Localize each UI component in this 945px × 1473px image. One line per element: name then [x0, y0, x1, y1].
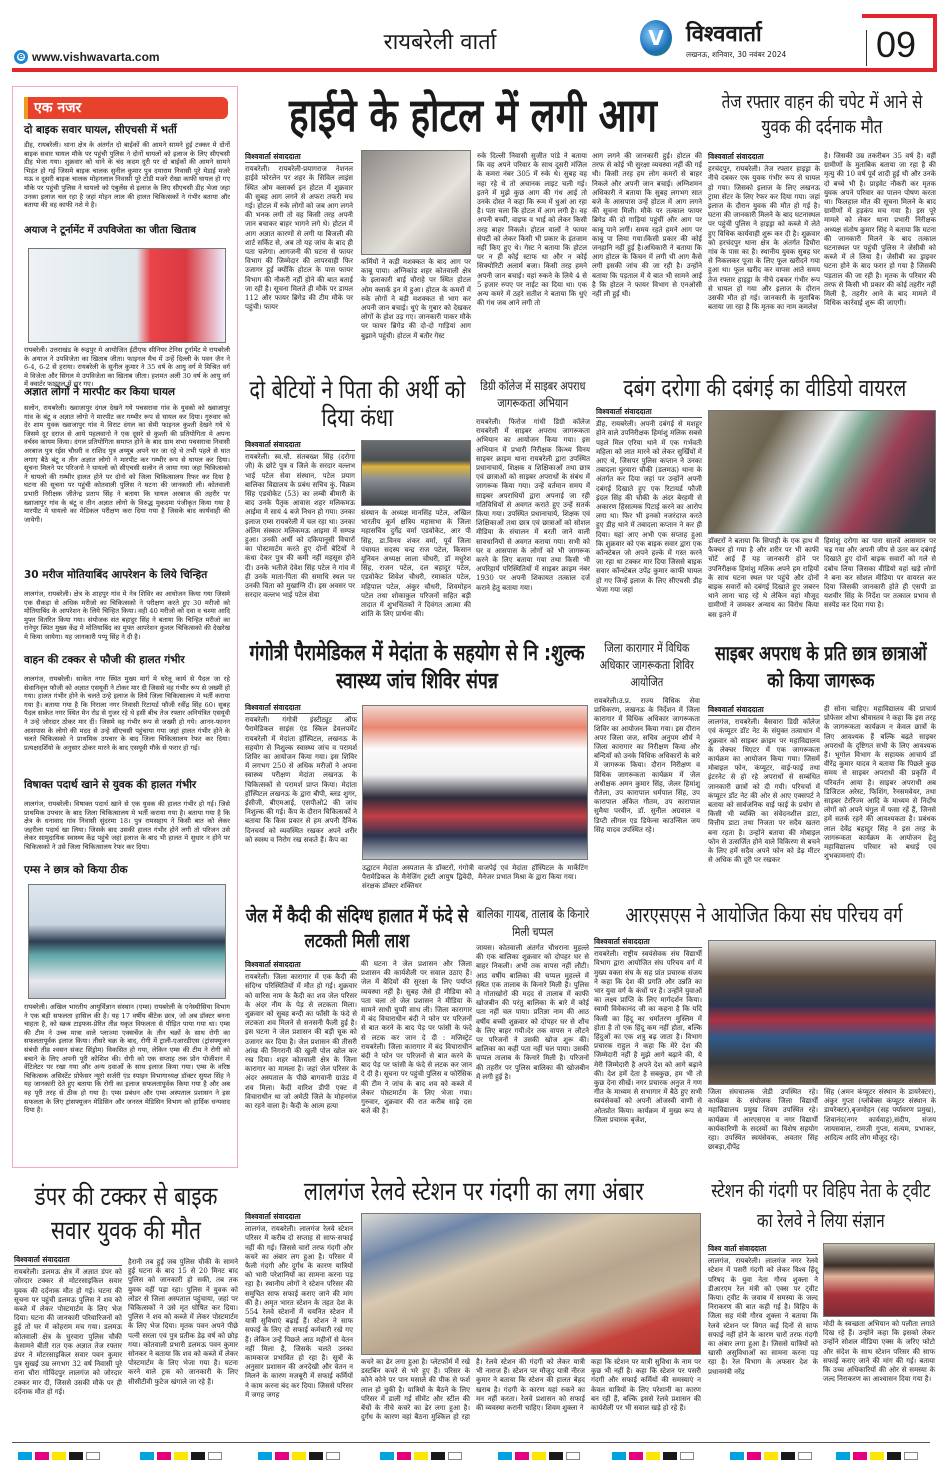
black-swatch [549, 1452, 563, 1460]
headline: जेल में कैदी की संदिग्ध हालात में फंदे से लटकती मिली लाश [245, 905, 469, 952]
byline: विश्ववार्ता संवाददाता [245, 1212, 353, 1223]
article-column: हिमांशु दरोगा का पारा सातवें आसमान पर चढ़ गया और अपनी जीप से उतर कर दबंगई दिखाते हुए दोनों बाइक सवारों को गले से दबोच लिया जिसका वीडियो वहां खड़े लोगों ने बना कर सोशल मीडिया पर वायरल कर दिया जिसकी जानकारी होते ही एसपी डा यशवीर सिंह के निर्देश पर तत्काल प्रभाव से सस्पेंड कर दिया गया है। [824, 537, 936, 610]
black-swatch [781, 1452, 795, 1460]
rss-group-photo [708, 940, 936, 1085]
color-registration-bar [612, 1452, 694, 1460]
article-column: उद्घाटन मेदांता अस्पताल के डॉक्टरों, गंगोत्री पैरामेडिकल के मैनेजिंग ट्रस्टी आयुष द्विवेदी, संरक्षक डॉक्टर शक्तिधर [362, 864, 474, 891]
registration-mark-icon [680, 1452, 694, 1460]
brief-headline: अज्ञात लोगों ने मारपीट कर किया घायल [24, 386, 176, 398]
color-registration-bar [258, 1452, 340, 1460]
cyan-swatch [258, 1452, 272, 1460]
headline: दबंग दरोगा की दबंगई का वीडियो वायरल [623, 374, 907, 402]
headline: आरएसएस ने आयोजित किया संघ परिचय वर्ग [625, 903, 903, 927]
cyan-swatch [380, 1452, 394, 1460]
yellow-swatch [292, 1452, 306, 1460]
byline: विश्ववार्ता संवाददाता [708, 152, 820, 163]
yellow-swatch [646, 1452, 660, 1460]
headline: गंगोत्री पैरामेडिकल में मेदांता के सहयोग से नि :शुल्क स्वास्थ्य जांच शिविर संपन्न [249, 641, 585, 694]
article-column: विश्ववार्ता संवाददाता रायबरेली। राष्ट्रीय स्वयंसेवक संघ विद्यार्थी विभाग द्वारा आयोजित संघ परिचय वर्ग में मुख्य वक्ता संघ के सह प्रांत प्रचारक संजय ने कहा कि देश की प्रगति और उन्नति का भार युवा वर्ग के कंधों पर है। उन्होंने युवाओं का लक्ष्य प्राप्ति के लिए मार्गदर्शन किया। स्वामी विवेकानंद जी का कहना है कि यदि किसी का हिंदू का धर्मांतरण मुस्लिम में होता है तो एक हिंदू कम नहीं होता, बल्कि हिंदुओं का एक शत्रु बढ़ जाता है। विभाग प्रचारक राहुल ने कहा कि मेरे देश की जिम्मेदारी नहीं है मुझे आगे बढ़ाने की, ये मेरी जिम्मेदारी है अपने देश को आगे बढ़ाने की। देश हमें देता है सबकुछ, हम भी तो कुछ देना सीखें। नगर प्रचारक अनुज ने गण गीत के माध्यम से सभागार में बैठे हुए सभी स्वयंसेवकों को अपनी ओजस्वी वाणी से ओतप्रोत किया। कार्यक्रम में मुख्य रूप से जिला प्रचारक बृजेश, [594, 937, 702, 1124]
cyan-swatch [140, 1452, 154, 1460]
brief-body: रायबरेली। अखिल भारतीय आयुर्विज्ञान संस्थान (एम्स) रायबरेली के एनेस्थीसिया विभाग ने एक बड़ी सफलता हासिल की है। यह 17 वर्षीय बीटेक छात्र, जो अब डॉक्टर बनना चाहता है, को स्क्रब टाइफस-प्रेरित तीव्र यकृत विफलता से पीड़ित पाया गया था। एम्स की टीम ने उच्च मात्रा वाले प्लाज्मा एक्सचेंज के तीन चक्रों के साथ रोगी का सफलतापूर्वक इलाज किया। तीसरे चक्र के बाद, रोगी में ट्राली-एआरडीएस (ट्रांसफ्यूजन संबंधी तीव्र श्वसन संकट सिंड्रोम) विकसित हो गया, लेकिन एम्स की टीम ने रोगी को बचाने के लिए अपनी पूरी कोशिश की। रोगी को एक सप्ताह तक प्रोन पोजीशन में वेंटिलेटर पर रखा गया और अन्य दवाओं के साथ इलाज किया गया। एम्स के वरिष्ठ चिकित्सक असिस्टेंट प्रोफेसर न्यूरो सर्जरी एंड स्पाइन विभागाध्यक्ष डॉक्टर सुयश सिंह ने यह जानकारी देते हुए बताया कि रोगी का इलाज सफलतापूर्वक किया गया है और अब वह पूरी तरह से ठीक हो गया है। एम्स प्रबंधन और एम्स अस्पताल प्रशासन ने इस सफलता के लिए ट्रांसफ्यूजन मेडिसिन और जनरल मेडिसिन विभाग को हार्दिक धन्यवाद दिया है। [24, 1003, 230, 1115]
browser-e-icon: e [14, 50, 28, 64]
brief-body: डीह, रायबरेली। थाना क्षेत्र के अंतर्गत दो बाईकों की आमने सामने हुई टक्कर मे दोनों बाइक सवार घायल मौके पर पहुंची पुलिस ने दोनों घायलों को इलाज के लिए सीएचसी डीह भेजा गया। शुक्रवार को थाने के चंद कदम दूरी पर दो बाईकों की आमने सामने भिड़ंत हो गई जिसमे बाइक चालक सुनील कुमार पुत्र दयाराम निवासी पूरे मेडाई मजरे मऊ व दूसरी बाइक चालक मोहनलाल निवासी पूरे टोडी मजरे रोखा काफी घायल हो गए मौके पर पहुंची पुलिस ने घायलो को एंबुलेंस से इलाज के लिए सीएचसी डीह भेजा जहा उनका इलाज चल रहा है जहां मोहन लाल की हालत चिकित्सकों ने गंभीर बताया और बताया की वह काफी नशे मे है। [24, 141, 230, 210]
brief-headline: अयाज ने टूर्नामेंट में उपविजेता का जीता खिताब [24, 225, 196, 236]
article-column: रुके दिल्ली निवासी सुजीत पांडे ने बताया कि वह अपने परिवार के साथ दूसरी मंजिल के कमरा नंबर 305 में रुके थे। सुबह वह नहा रहे थे तो अचानक लाइट चली गई। इतने में मुझे कुछ आग की गंध आई तो उनके दोस्त ने कहा कि रूम में धुआं आ रहा है। पता चला कि होटल में आग लगी है। वह अपनी बच्ची, वाइफ व भाई को लेकर किसी तरह बाहर निकले। होटल वालों ने फायर सेफ्टी को लेकर किसी भी प्रकार के इंतजाम नहीं किए हुए थे। गेस्ट ने बताया कि होटल पर न ही कोई स्टाफ था और न कोई सिक्योरिटी अलार्म बजा। किसी तरह हमने अपनी जान बचाई। यहां रुकने के लिये 4 से 5 हजार रुपए पर नाईट का दिया था। एक अन्य कमरे में ठहरे सतीश ने बताया कि धुएं की गंध जब आने लगी तो [477, 152, 587, 308]
magenta-swatch [275, 1452, 289, 1460]
yellow-swatch [870, 1452, 884, 1460]
article-body: रायबरेली।उ.प्र. राज्य विधिक सेवा प्राधिकरण, लखनऊ के निर्देशन में जिला कारागार में विधिक अधिकार जागरूकता शिविर का आयोजन किया गया। इस दौरान अपर जिला जज, सचिव अनुपम शौर्य ने जिला कारागार का निरीक्षण किया और बन्दियों को उनके विधिक अधिकारों के बारे में जागरूक किया। दौरान निरीक्षण व विधिक जागरूकता कार्यक्रम में जेल अधीक्षक अमन कुमार सिंह, जेलर हिमांशु रौतेला, उप कारापाल धर्मपाल सिंह, उप कारापाल अंकित गौतम, उप कारापाल सुमैया परवीन, डॉ. सुनील अग्रवाल व डिप्टी लीगल एड डिफेन्स काउन्सिल जय सिंह यादव उपस्थित रहे। [594, 697, 700, 834]
article-column: कर्मियों ने कड़ी मशक्कत के बाद आग पर काबू पाया। अग्निकांड शहर कोतवाली क्षेत्र के इलाकारी बाई चौराहे पर स्थित होटल ओम क्लार्क इन में हुआ। होटल के कमरों में रुके लोगों ने बड़ी मशक्कत से भाग कर अपनी जान बचाई। धुएं के गुबार को देखकर लोगों के होश उड़ गए। जानकारी पाकर मौके पर फायर ब्रिगेड की दो-दो गाड़ियां आग बुझाने पहुंची। होटल में बतौर गेस्ट [361, 258, 471, 340]
article-column: की घटना ने जेल प्रशासन और जिला प्रशासन की कार्यशैली पर सवाल उठाए हैं। जेल में बैदियों की सुरक्षा के लिए पर्याप्त व्यवस्था नहीं है। सुबह जैसे ही मीडिया को पता चला तो जेल प्रशासन ने मीडिया के सामने साधी चुप्पी साध ली। जिला कारागार में बंद विचाराधीन बंदी ने फोन पर परिजनों से बात करने के बाद पेड़ पर फांसी के फंदे से लटक कर जान दे दी : मजिस्ट्रेट रायबरेली। जिला कारागार में बंद विचाराधीन बंदी ने फोन पर परिजनों से बात करने के बाद पेड़ पर फांसी के फंदे से लटक कर जान दे दी है। सूचना पर पहुंची पुलिस व फोरेंसिक की टीम ने जांच के बाद शव को कब्जे में लेकर पोस्टमार्टम के लिए भेजा गया। गुरुवार, शुक्रवार की रात करीब साढ़े दस बजे की है। [361, 960, 472, 1116]
cyan-swatch [836, 1452, 850, 1460]
headline: जिला कारागार में विधिक अधिकार जागरूकता शिविर आयोजित [599, 641, 694, 689]
cyan-swatch [730, 1452, 744, 1460]
article-column: कचरे का ढेर लगा हुआ है। प्लेटफॉर्म में रखे डस्टबिन कचरे से भरे हुए हैं। परिसर के कोने कोने पर पान मसाले की पीक से फर्श लाल हो चुकी है। यात्रियों के बैठने के लिए परिसर में डाली गई सीमेंट और स्टील की बेंचों के नीचे कचरे का ढेर लगा हुआ है। दुर्गंध के कारण वहां बैठना मुश्किल हो रहा है। रेलवे स्टेशन की गंदगी को लेकर यात्री भी नाराज हैं। स्टेशन पर मौजूद यात्री नीरज कुमार ने बताया कि स्टेशन की हालत बेहद खराब है। गंदगी के कारण यहां रुकने का मन नहीं करता। रेलवे प्रशासन को सफाई की व्यवस्था करानी चाहिए। शिवम शुक्ला ने [361, 1358, 585, 1422]
byline: विश्ववार्ता संवाददाता [596, 407, 702, 418]
article-column: मोदी के स्वच्छता अभियान को पलीता लगाते दिख रहे हैं। उन्होंने कहा कि इसको लेकर उन्होंने सोशल मीडिया एक्स के जरिए फोटो और संदेश के साथ स्टेशन परिसर की साफ सफाई कराए जाने की मांग की गई। बताया कि उच्च अधिकारियों की ओर से समस्या के जल्द निराकरण का आश्वासन दिया गया है। [823, 1320, 935, 1384]
magenta-swatch [35, 1452, 49, 1460]
registration-mark-icon [326, 1452, 340, 1460]
byline: विश्ववार्ता संवाददाता [708, 705, 820, 716]
aiims-team-photo [28, 884, 226, 999]
yellow-swatch [174, 1452, 188, 1460]
brief-headline: 30 मरीज मोतियाबिंद आपरेशन के लिये चिन्हित [24, 569, 208, 581]
cyan-swatch [612, 1452, 626, 1460]
yellow-swatch [532, 1452, 546, 1460]
brief-body: सलोन, रायबरेली। ख्वाजापुर दंगल देखने गये पचसरावा गांव के युवको को ख्वाजापुर गांव के बंटू व अज्ञात लोगो ने मारपीट कर गम्भीर रूप से घायल कर दिया। गुरुवार को देर शाम युवक ख्वाजापुर गांव मे विराट दंगल का सेमी फाइनल कुश्ती देखने गये थे जिसमे दूर दराज से आये पहलवानो ने एक दूसरे से कुश्ती की प्रतियोगिता मे अपना वर्चस्व कायम किया। दंगल प्रतियोगिता समाप्त होने के बाद ग्राम सभा पचसरावा निवासी अरबाज पुत्र रईस चौधरी व राशिद पुत्र अय्यूब अपने घर जा रहे थे तभी पहले से घात लगाए बैठे बंटू व तीन अज्ञात लोगो ने मारपीट कर गम्भीर रूप से घायल कर दिया। सूचना मिलने पर परिजनो ने घायलो को सीएचसी सलोन ले जाया गया जहा चिकित्सको ने घायलो की गम्भीर हालत होने पर दोनो को जिला चिकित्सालय रिफर कर दिया है घटना की सूचना पर पहुंची कोतवाली पुलिस ने घटना की जानकारी ली। कोतवाली प्रभारी निरीक्षक जीतेन्द्र प्रताप सिंह ने बताया कि घायल अरबाज की तहरीर पर ख्वाजापुर गांव के बंटू व तीन अज्ञात लोगो के विरुद्ध मुकदमा पंजीकृत किया गया है मारपीट मे घायलो का मेडिकल परीक्षण करा दिया गया है जिसके बाद कार्यवाही की जायेगी। [24, 404, 230, 524]
yellow-swatch [414, 1452, 428, 1460]
article-body: जायस। कोतवाली अंतर्गत चौधराना मुहल्ले की एक बालिका शुक्रवार को दोपहर घर से बाहर निकली। अभी तक वापस नहीं लौटी।आठ वर्षीय बालिका की चप्पल मुहल्ले में स्थित एक तालाब के किनारे मिली है। पुलिस ने गोताखोरों की मदद से तालाब में काफी खोजबीन की परंतु बालिका के बारे में कोई पता नहीं चल पाया। प्रतिज्ञा नाम की आठ वर्षीय बच्ची शुक्रवार को दोपहर घर से शौच के लिए बाहर गयी।देर तक वापस न लौटने पर परिजनों ने उसकी खोज शुरू की। बालिका का कहीं पता नहीं चल पाया। उसकी चप्पल तालाब के किनारे मिली है। परिजनों की तहरीर पर पुलिस बालिका की खोजबीन में लगी हुई है। [476, 944, 589, 1081]
station-garbage-photo [361, 1213, 701, 1355]
black-swatch [309, 1452, 323, 1460]
article-column: है। जिसकी उम्र तकरीबन 35 वर्ष है। वहीं ग्रामीणों के मुताबिक बताया जा रहा है की मृत्यु की 10 वर्ष पूर्व शादी हुई थी और उनके दो बच्चे भी है। प्राइवेट नौकरी कर मृतक युवक अपने परिवार का पालन पोषण करता था। फिलहाल मौत की सूचना मिलने के बाद ग्रामीणों में हड़कंप मच गया है। इस पूरे मामले को लेकर थाना प्रभारी निरीक्षक अध्यक्ष संतोष कुमार सिंह ने बताया कि घटना की जानकारी मिलने के बाद तत्काल घटनास्थल पर पहुंची पुलिस ने जेसीबी को कब्जे में ले लिया है। जेसीबी का ड्राइवर घटना होने के बाद फरार हो गया है जिसकी पड़ताल की जा रही है। मृतक के परिवार की तरफ से किसी भी प्रकार की कोई तहरीर नहीं मिली है, तहरीर आने के बाद मामले में विधिक कार्रवाई शुरू की जाएगी। [824, 152, 936, 308]
page-number-box [862, 14, 937, 72]
black-swatch [191, 1452, 205, 1460]
brief-headline: विषाक्त पदार्थ खाने से युवक की हालत गंभीर [24, 779, 197, 791]
header-rule [12, 68, 937, 72]
headline: डिग्री कॉलेज में साइबर अपराध जागरूकता अभियान [480, 379, 586, 410]
tennis-trophy-photo [28, 248, 226, 343]
black-swatch [887, 1452, 901, 1460]
color-registration-bar [730, 1452, 812, 1460]
article-column: डॉक्टरों ने बताया कि सिपाही के एक हाथ में फैक्चर हो गया है और शरीर पर भी काफी चोटें आई हैं यह जानकारी होने पर उपनिरीक्षक हिमांशु मलिक अपने हम राहियों के साथ घटना स्थल पर पहुंचे और दोनों बाइक सवारों को दबंगई दिखाते हुए जबरन थाने लाना चाह रहे थे लेकिन वहां मौजूद ग्रामीणों ने जमकर अन्याय का विरोध किया बस इतने में [708, 537, 819, 619]
article-column: कहा कि स्टेशन पर यात्री सुविधा के नाम पर कुछ भी नहीं है। कहा कि स्टेशन पर पसरी गंदगी और सफाई कर्मियों की समस्याएं न केवल यात्रियों के लिए परेशानी का कारण बन रही हैं, बल्कि इससे रेलवे प्रशासन की कार्यशैली पर भी सवाल खड़े हो रहे हैं। [591, 1358, 701, 1413]
lead-headline: हाईवे के होटल में लगी आग [288, 88, 658, 142]
article-column: विश्ववार्ता संवाददाता डीह, रायबरेली। अपनी दबंगई से मशहूर होने वाले उपनिरीक्षक हिमांशु मलिक सबसे पहले मिल एरिया थाने में एक गर्भवती महिला को लात मारने को लेकर सुर्खियों में आए थे, जिसपर पुलिस कप्तान ने उनका तबादला घुरवारा चौकी (डलमऊ) थाना के अंतर्गत कर दिया जहां पर उन्होंने अपनी दबंगई दिखाते हुए एक रिटायर्ड फौजी इंदल सिंह की चौकी के अंदर बेरहमी से अकारण हिंसात्मक पिटाई करने का आरोप लगा था। फिर भी इनको नजरंदाज करते हुए डीह थाने में तबादला कप्तान ने कर ही दिया। यहां आए अभी एक सप्ताह हुआ कि शुक्रवार को एक बाइक सवार द्वारा एक कॉन्स्टेबल जो अपने हल्के में गस्त करने जा रहा था टक्कर मार दिया जिससे बाइक सवार कॉन्स्टेबल उपेंद्र कुमार काफी घायल हो गए जिन्हें इलाज के लिए सीएचसी डीह भेजा गया जहां [596, 407, 702, 594]
headline: लालगंज रेलवे स्टेशन पर गंदगी का लगा अंबार [303, 1177, 644, 1207]
registration-mark-icon [566, 1452, 580, 1460]
article-column: वाजपेई एवं मेदांता हॉस्पिटल के मार्केटिंग मैनेजर प्रभात मिश्रा के द्वारा किया गया। [478, 864, 588, 882]
cyan-swatch [18, 1452, 32, 1460]
article-column: विश्ववार्ता संवाददाता लालगंज, रायबरेली। बैसवारा डिग्री कॉलेज एवं कंप्यूटर डॉट नेट के संयुक्त तत्वाधान में शुक्रवार को साइबर क्राइम पर महाविद्यालय के लेक्चर थिएटर में एक जागरूकता कार्यक्रम का आयोजन किया गया। जिसमें मोबाइल फोन, कंप्यूटर, वाई-फाई तथा इंटरनेट से हो रहे अपराधों से सम्बंधित जानकारी छात्रों को दी गयी। परिचर्चा में कंप्यूटर डॉट नेट की ओर से आए एक्सपर्ट ने बताया को सार्वजनिक वाई फाई के प्रयोग से किसी भी व्यक्ति का संवेदनशील डाटा, वित्तीय डाटा तथा निजता पर सदैव खतरा बना रहता है। उन्होंने बताया की मोबाइल फोन से उत्सर्जित होने वाले विकिरण से बचने के लिए हमें सदैव अपने फोन को डेढ़ मीटर से अधिक की दूरी पर रखकर [708, 705, 820, 865]
section-title: रायबरेली वार्ता [383, 30, 497, 55]
article-column: संस्थान के अध्यक्ष मानसिंह पटेल, अखिल भारतीय कूर्म क्षत्रिय महासभा के जिला महासचिव दुर्गेद्र वर्मा एडवोकेट, आर पी सिंह, डा.विनय शंकर वर्मा, पूर्व जिला पंचायत सदस्य चन्द्र राज पटेल, किसान यूनियन अध्यक्ष लाला चौधरी, डॉ मधुरेश सिंह, राजन पटेल, दल बहादुर पटेल, एडवोकेट शिवेश चौधरी, रमाकांत पटेल, महिपाल पटेल, अंकुर चौधरी, शिवमोहन पटेल तथा शोकाकुल परिजनों सहित बड़ी तादात में शुभचिंतकों ने दिवंगत आत्मा की शांति के लिए प्रार्थना की। [361, 509, 471, 619]
magenta-swatch [515, 1452, 529, 1460]
article-column: विश्व वार्ता संवाददाता लालगंज, रायबरेली। लालगंज नगर रेलवे स्टेशन में पसरी गंदगी को लेकर विश्व हिंदू परिषद के युवा नेता गौरव शुक्ला ने डीआरएम रेल मंत्री को एक्स पर ट्वीट किया। ट्वीट के जवाब में समस्या के जल्द निराकरण की बात कही गई है। विहिप के जिला सह मंत्री गौरव शुक्ला ने बताया कि रेलवे स्टेशन पर विगत कई दिनों से साफ सफाई नहीं होने के कारण चारों तरफ गंदगी का अंबार लगा हुआ है। जिससे यात्रियों को खासी असुविधाओं का सामना करना पड़ रहा है। रेल विभाग के अफसर देश के प्रधानमंत्री नरेंद्र [708, 1244, 818, 1376]
article-column: विश्ववार्ता संवाददाता रायबरेली। स्व.चौ. संतबख्श सिंह (दरोगा जी) के छोटे पुत्र व जिले के सरदार वल्लभ भाई पटेल सेवा संस्थान, पटेल प्रयाग बालिका विद्यालय के प्रबंध सचिव कुं. विक्रम सिंह एडवोकेट (53) का लम्बी बीमारी के बाद उनके पैतृक आवास शहर मलिकमऊ आईमा में सायं 4 बजे निधन हो गया। उनका इलाज एम्स रायबरेली में चल रहा था। उनका अंतिम संस्कार मलिकमऊ आइमा में सम्पन्न हुआ। उनकी अर्थी को दकियानूसी विचारों का पोस्टमार्टम करते हुए दोनों बेटियों ने कंधा देकर पुत्र की कमी नहीं महसूस होने दी। उनके भतीजे देवेश सिंह पटेल ने गांव में ही उनके माता-पिता की समाधि स्थल पर उनकी चिता को मुखाग्नि दी। इस अवसर पर सरदार वल्लभ भाई पटेल सेवा [245, 440, 355, 600]
headline: तेज रफ्तार वाहन की चपेट में आने से युवक की दर्दनाक मौत [721, 91, 923, 138]
cyan-swatch [498, 1452, 512, 1460]
brief-body: लालगंज, रायबरेली। विषाक्त पदार्थ खाने से एक युवक की हालत गंभीर हो गई। जिसे प्राथमिक उपचार के बाद जिला चिकित्सालय मे भर्ती कराया गया है। बताया गया है कि क्षेत्र के धनावाद गांव निवासी सुंदरमा 18। पुत्र रामसहाय ने किसी बात को लेकर जहरीला पदार्थ खा लिया। जिसके बाद उसकी हालत गंभीर होने लगी तो परिजन उसे लेकर सामुदायिक स्वास्थ्य केंद्र पहुंचे जहां इलाज के बाद भी हालत मे सुधार न होने पर चिकित्सको ने उसे जिला चिकित्सालय रेफर कर दिया। [24, 800, 230, 851]
yellow-swatch [764, 1452, 778, 1460]
brief-headline: वाहन की टक्कर से फौजी की हालत गंभीर [24, 654, 185, 666]
headline: साइबर अपराध के प्रति छात्र छात्राओं को किया जागरूक [714, 641, 927, 692]
article-body: रायबरेली। फिरोज गांधी डिग्री कॉलेज रायबरेली में साइबर अपराध जागरूकता अभियान का आयोजन किया गया। इस अभियान में प्रभारी निरीक्षक किन्ध्य विनय साइबर क्राइम थाना रायबरेली द्वारा उपस्थित प्रधानाचार्य, शिक्षक व शिक्षिकाओं तथा छात्र एवं छात्राओं को साइबर अपराधों के संबंध में जागरूक किया गया। उन्हें वर्तमान समय में साइबर अपराधियों द्वारा अपनाई जा रही गतिविधियों से अवगत कराते हुए उन्हें सतर्क किया गया। उपस्थित प्रधानाचार्य, शिक्षक एवं शिक्षिकाओं तथा छात्र एवं छात्राओं को सोशल मीडिया के संचालन में बरती जाने वाली सावधानियों से अवगत कराया गया। सभी को घर व आसपास के लोगों को भी जागरूक करने के लिए बताया गया तथा किसी भी अपरिहार्य परिस्थितियों में साइबर क्राइम नंबर 1930 पर अपनी शिकायत तत्काल दर्ज कराने हेतु बताया गया। [476, 418, 590, 592]
magenta-swatch [629, 1452, 643, 1460]
magenta-swatch [397, 1452, 411, 1460]
brief-body: लालगंज, रायबरेली। क्षेत्र के शाहपुर गांव मे नेत्र शिविर का आयोजन किया गया जिसमे एक सैकड़ा से अधिक मरीजो का चिकित्सको ने परीक्षण करते हुए 30 मरीजो को मोतियाबिंद के आपरेशन के लिये चिन्हित किया। वही 40 मरीजो को दवा व चश्मा आदि मुफ्त वितरित किया गया। संयोजक संत बहादुर सिंह ने बताया कि चिन्हित मरीजो का रानेपुर स्थित मुख्य केंद्र मे मोतियाबिंद का मुफ्त आपरेशन कुशल चिकित्सको की देखरेख मे किया जायेगा। यह जानकारी पप्पू सिंह ने दी है। [24, 590, 230, 641]
color-registration-bar [498, 1452, 580, 1460]
funeral-procession-photo [361, 440, 471, 506]
ek-nazar-label: एक नजर [24, 97, 228, 119]
vhp-leader-portrait-photo [823, 1243, 935, 1317]
hotel-fire-photo [361, 150, 471, 255]
registration-mark-icon [86, 1452, 100, 1460]
article-column: विश्ववार्ता संवाददाता रायबरेली। रायबरेली-प्रयागराज नेशनल हाईवे फोरलेन पर शहर के सिविल लाइंस स्थित ओम क्लार्क्स इन होटल में शुक्रवार की सुबह आग लगने से अफरा तफरी मच गई। होटल में रुके लोगों को जब आग लगने की भनक लगी तो वह किसी तरह अपनी जान बचाकर बाहर भागने लगे थे। होटल में आग अज्ञात कारणों से लगी या बिजली की शार्ट सर्किट से, अब तो यह जांच के बाद ही पता चलेगा। आगजनी की घटना से फायर विभाग की जिम्मेदार की लापरवाही फिर उजागर हुई क्योंकि होटल के पास फायर विभाग की नौकरी नहीं होने की बात बताई जा रही है। सूचना मिलते ही मौके पर डायल 112 और फायर ब्रिगेड की टीम मौके पर पहुंची। फायर [245, 152, 353, 312]
byline: विश्ववार्ता संवाददाता [245, 703, 357, 714]
brief-body: लालगंज, रायबरेली। साकेत नगर स्थित मुख्य मार्ग मे घरेलू कार्य से पैदल जा रहे सेवानिवृत्त फौजी को अज्ञात एसयूवी ने टोकर मार दी जिससे वह गंभीर रूप से जख्मी हो गया। हालत गंभीर होने के चलते उन्हे इलाज के लिये जिला चिकित्सालय मे भर्ती कराया गया है। बताया गया है कि निराला नगर निवासी रिटायर्ड फौजी रवींद्र सिंह 60। सुबह पैदल साकेत नगर स्थित मेन रोड से गुजर रहे थे इसी बीच तेज रफ्तार अनियंत्रित एसयूवी ने उन्हे जोरदार ठोकर मार दी। जिसमे वह गंभीर रूप से जख्मी हो गये। आनन-फानन आसपास के लोगो की मदद से उन्हे सीएचसी पहुंचाया गया जहां हालत गंभीर होने के चलते चिकित्सको ने प्राथमिक उपचार के बाद जिला चिकित्सालय रेफर कर दिया। प्रत्यक्षदर्शियो के अनुसार ठोकर मारने के बाद एसयूवी मौके से फरार हो गई। [24, 675, 230, 752]
article-column: ही सोना चाहिए। महाविद्यालय की प्राचार्य प्रोफेसर शोभा श्रीवास्तव ने कहा कि इस तरह के जागरूकता कार्यक्रम न केवल छात्रों के लिए आवश्यक हैं बल्कि बढ़ते साइबर अपराधों के दृष्टिगत सभी के लिए आवश्यक हैं। भूगोल विभाग के सहायक आचार्य डॉ वीरेंद्र कुमार यादव ने बताया कि पिछले कुछ समय से साइबर अपराधों की प्रकृति में परिवर्तन आया है। साइबर अपराधी अब डिजिटल अरेस्ट, फिशिंग, रैनसमवेयर, तथा साइबर टेररिज्म आदि के माध्यम से निर्दोष लोगों को अपने चंगुल में फसा रहें हैं, जिनसे हमें सतर्क रहने की आवश्यकता है। प्रबंधक लाल देवेंद्र बहादुर सिंह ने इस तरह के जागरूकता कार्यक्रम के आयोजन हेतु महाविद्यालय परिवार को बधाई एवं शुभकामनाएं दी। [824, 705, 936, 861]
brief-headline: एम्स ने छात्र को किया ठीक [24, 864, 128, 876]
article-column: जिला संघचालक जेडी उपस्थित रहे। कार्यक्रम के संयोजक जिला विद्यार्थी महाविद्यालय प्रमुख शिवम उपस्थित रहे। कार्यक्रम में आरएसएस व नगर विद्यार्थी कार्यकारिणी के सदस्यों का विशेष सहयोग रहा। उपस्थित स्वयंसेवक, अवतार सिंह छाबड़ा,दीपेंद्र [708, 1088, 818, 1152]
footer-rule [12, 1442, 930, 1443]
dateline: लखनऊ, शनिवार, 30 नवंबर 2024 [686, 50, 787, 59]
page-number: 09 [876, 24, 917, 65]
byline: विश्ववार्ता संवाददाता [245, 440, 355, 451]
article-column: विश्ववार्ता संवाददाता रायबरेली। गंगोत्री इंस्टीट्यूट ऑफ पैरामेडिकल साइंस एंड स्किल डेवलपमेंट रायबरेली में मेदांता हॉस्पिटल, लखनऊ के सहयोग से निशुल्क स्वास्थ्य जांच व परामर्श शिविर का आयोजन किया गया। इस शिविर में लगभग 250 से अधिक मरीजों ने अपना स्वास्थ्य परीक्षण मेदांता लखनऊ के चिकित्सकों से परामर्श प्राप्त किया। मेदांता हॉस्पिटल लखनऊ के द्वारा बीपी, ब्लड शुगर, ईसीजी, बीएमआई, एसपीओ2 की जांच निशुल्क की गई। कैंप के दौरान चिकित्सकों ने बताया कि किस प्रकार से हम अपनी दैनिक दिनचर्या को व्यवस्थित रखकर अपने शरीर को स्वस्थ व निरोग रख सकते हैं। कैंप का [245, 703, 357, 844]
black-swatch [663, 1452, 677, 1460]
article-column: सिंह (अमन कंप्यूटर संस्थान के डायरेक्टर), अंकुर गुप्ता (ग्लोबेक्स कंप्यूटर संस्थान के डायरेक्टर),बृजमोहन (सह पर्यावरण प्रमुख), शिवानंद(नगर कार्यवाह),संदीप, संजय जायसवाल, रामजी गुप्ता, सत्यम, प्रभाकर, आदित्य आदि लोग मौजूद रहे। [824, 1088, 936, 1143]
article-column: हैरानी तब हुई जब पुलिस चौकी के सामने हुई घटना के बाद 15 से 20 मिनट बाद पुलिस को जानकारी हो सकी, तब तक युवक वहीं पड़ा रहा। पुलिस ने युवक को लोडर से जिला अस्पताल पहुंचाया, जहां पर चिकित्सकों ने उसे मृत घोषित कर दिया। पुलिस ने शव को कब्जे में लेकर पोस्टमार्टम के लिए भेज दिया। मृतक पवन अपने पीछे पत्नी सरला एवं पुत्र प्रतीक डेढ़ वर्ष को छोड़ गया। कोतवाली प्रभारी डलमऊ पवन कुमार सोनकर ने बताया कि शव को कब्जे में लेकर पोस्टमार्टम के लिए भेजा गया है। घटना करने वाले ट्रक को जानकारी के लिए सीसीटीवी फुटेज खंगाले जा रहे हैं। [128, 1258, 238, 1386]
byline: विश्व वार्ता संवाददाता [708, 1244, 818, 1255]
article-column: आग लगने की जानकारी हुई। होटल की तरफ से कोई भी सुरक्षा व्यवस्था नहीं की गई थी। किसी तरह हम लोग कमरों से बाहर निकले और अपनी जान बचाई। अग्निशमन अधिकारी ने बताया कि सुबह लगभग सात बजे के आसपास उन्हें होटल में आग लगने की सूचना मिली। मौके पर तत्काल फायर ब्रिगेड की दो गाड़ियां पहुंचीं और आग पर काबू पाने लगीं। समय रहते हमने आग पर काबू पा लिया गया।किसी प्रकार की कोई जनहानि नहीं हुई है।अधिकारी ने बताया कि आग होटल के किचन में लगी थी आग कैसे लगी इसकी जांच की जा रही है। उन्होंने बताया कि पड़ताल में ये बात भी सामने आई है कि होटल ने फायर विभाग से एनओसी नहीं ली हुई थी। [592, 152, 702, 299]
byline: विश्ववार्ता संवाददाता [245, 960, 357, 971]
article-column: विश्ववार्ता संवाददाता लालगंज, रायबरेली। लालगंज रेलवे स्टेशन परिसर में करीब दो सप्ताह से साफ-सफाई नहीं की गई। जिससे चारों तरफ गंदगी और कचरे का अंबार लग हुआ है। परिसर में फैली गंदगी और दुर्गंध के कारण यात्रियों को भारी परेशानियों का सामना करना पड़ रहा है। स्थानीय लोगों ने स्टेशन परिसर की समुचित साफ सफाई कराए जाने की मांग की है। अमृत भारत स्टेशन के तहत देश के 554 रेलवे स्टेशनों में चयनित स्टेशन में यात्री सुविधाएं बढ़ाई हैं। स्टेशन ने साफ सफाई के लिए दो सफाई कर्मचारी रखे गए हैं। लेकिन उन्हें पिछले आठ महीनों से वेतन नहीं मिला है, जिसके चलते उनका कामकाज प्रभावित हो रहा है। सूत्रों के अनुसार प्रशासन की अनदेखी और वेतन न मिलने के कारण मजबूरी में सफाई कर्मियों ने काम करना बंद कर दिया। जिससे परिसर में जगह जगह [245, 1212, 353, 1399]
registration-mark-icon [208, 1452, 222, 1460]
article-column: विश्ववार्ता संवाददाता हरचंदपुर, रायबरेली। तेज रफ्तार हाइड्रा के नीचे दबकर एक युवक गंभीर रूप से घायल हो गया। जिसको इलाज के लिए लखनऊ ट्रामा सेंटर के लिए रेफर कर दिया गया। जहां इलाज के दौरान युवक की मौत हो गई है। घटना की जानकारी मिलने के बाद घटनास्थल पर पहुंची पुलिस ने हाइड्रा को कब्जे में लेते हुए विधिक कार्यवाही शुरू कर दी है। शुक्रवार को हरचंदपुर थाना क्षेत्र के अंतर्गत डिघौरा गांव के पास का है। स्थानीय युवक सुबह घर से निकलकर पूजा के लिए फूल खरीदने गया हुआ था। फूल खरीद कर वापस आते समय तेज रफ्तार हाइड्रा के नीचे दबकर गंभीर रूप से घायल हो गया और इलाज के दौरान उसकी मौत हो गई। जानकारी के मुताबिक बताया जा रहा है कि मृतक का नाम कमलेश [708, 152, 820, 312]
article-column: विश्ववार्ता संवाददाता रायबरेली। डलमऊ क्षेत्र में अज्ञात डंपर को जोरदार टक्कर से मोटरसाइकिल सवार युवक की दर्दनाक मौत हो गई। घटना की सूचना पर पहुंची डलमऊ पुलिस ने शव को कब्जे में लेकर पोस्टमार्टम के लिए भेज दिया। घटना की जानकारी परिवारिजनों को हुई तो घर में कोहराम मच गया। डलमऊ कोतवाली क्षेत्र के घुरवारा पुलिस चौकी केसामने बीती रात एक अज्ञात तेज रफ्तार डंपर ने मोटरसाइकिल सवार पवन कुमार पुत्र सुखई उम्र लगभग 32 वर्ष निवासी पूरे राना चौरा गोविंदपुर लालगंज को जोरदार टक्कर मार दी, जिससे उसकी मौके पर ही दर्दनाक मौत हो गई। [14, 1255, 122, 1396]
byline: विश्ववार्ता संवाददाता [594, 937, 702, 948]
byline: विश्ववार्ता संवाददाता [245, 152, 353, 163]
magenta-swatch [747, 1452, 761, 1460]
color-registration-bar [18, 1452, 100, 1460]
headline: दो बेटियों ने पिता की अर्थी को दिया कंधा [249, 375, 466, 432]
headline: बालिका गायब, तालाब के किनारे मिली चप्पल [476, 907, 590, 939]
byline: विश्ववार्ता संवाददाता [14, 1255, 122, 1266]
viral-video-still-photo [708, 410, 936, 534]
article-column: विश्ववार्ता संवाददाता रायबरेली। जिला कारागार में एक कैदी की संदिग्ध परिस्थितियों में मौत हो गई। शुक्रवार को वारिस नाम के कैदी का शव जेल परिसर के अंदर नीम के पेड़ से लटकता मिला।शुक्रवार को सुबह बन्दी का फाँसी के फंदे से लटकता शव मिलने से सनसनी फैली हुई है। इस घटना ने जेल प्रशासन की बड़ी चूक को उजागर कर दिया है। जेल प्रशासन की तीसरी आंख की निगरानी की खुली पोल खोल कर रख दिया। शहर कोतवाली क्षेत्र के जिला कारागार का मामला है। जहां जेल परिसर के अंदर अस्पताल के पीछे बागवानी ग्राउंड में शव मिला। कैदी वारिश डीपी एक्ट में विचाराधीन था जो अमेठी जिले के मोहनगंज का रहने वाला है। कैदी के आत्म हत्या [245, 960, 357, 1111]
brief-body: रायबरेली। उत्तराखंड के रूद्रपुर मे आयोजित ईटीएफ सीनियर टेनिस टूर्नामेंट मे रायबरेली के अयाज ने उपविजेता का खिताब जीता। फाइनल मैच में उन्हें दिल्ली के पवन जैन ने 6-4, 6-2 से हराया। रायबरेली के सुनील कुमार ने 35 वर्ष के आयु वर्ग मे मिश्रित वर्ग मे विजेता और सिंगल मे उपविजेता का खिताब जीता। हशमत अली 30 वर्ष के आयु वर्ग में क्वार्टर फाइनल में हार गए। [24, 346, 230, 389]
registration-mark-icon [798, 1452, 812, 1460]
website-url[interactable]: e www.vishwavarta.com [14, 50, 160, 64]
black-swatch [431, 1452, 445, 1460]
headline: डंपर की टक्कर से बाइक सवार युवक की मौत [34, 1182, 218, 1246]
magenta-swatch [853, 1452, 867, 1460]
color-registration-bar [380, 1452, 462, 1460]
registration-mark-icon [448, 1452, 462, 1460]
magenta-swatch [157, 1452, 171, 1460]
yellow-swatch [52, 1452, 66, 1460]
black-swatch [69, 1452, 83, 1460]
brand-logo-icon: V [640, 20, 672, 56]
headline: स्टेशन की गंदगी पर विहिप नेता के ट्वीट का रेलवे ने लिया संज्ञान [711, 1180, 931, 1232]
registration-mark-icon [904, 1452, 918, 1460]
brand-name: विश्ववार्ता [686, 22, 762, 47]
brief-headline: दो बाइक सवार घायल, सीएचसी में भर्ती [24, 124, 177, 136]
health-camp-group-photo [362, 705, 588, 860]
color-registration-bar [836, 1452, 918, 1460]
color-registration-bar [140, 1452, 222, 1460]
